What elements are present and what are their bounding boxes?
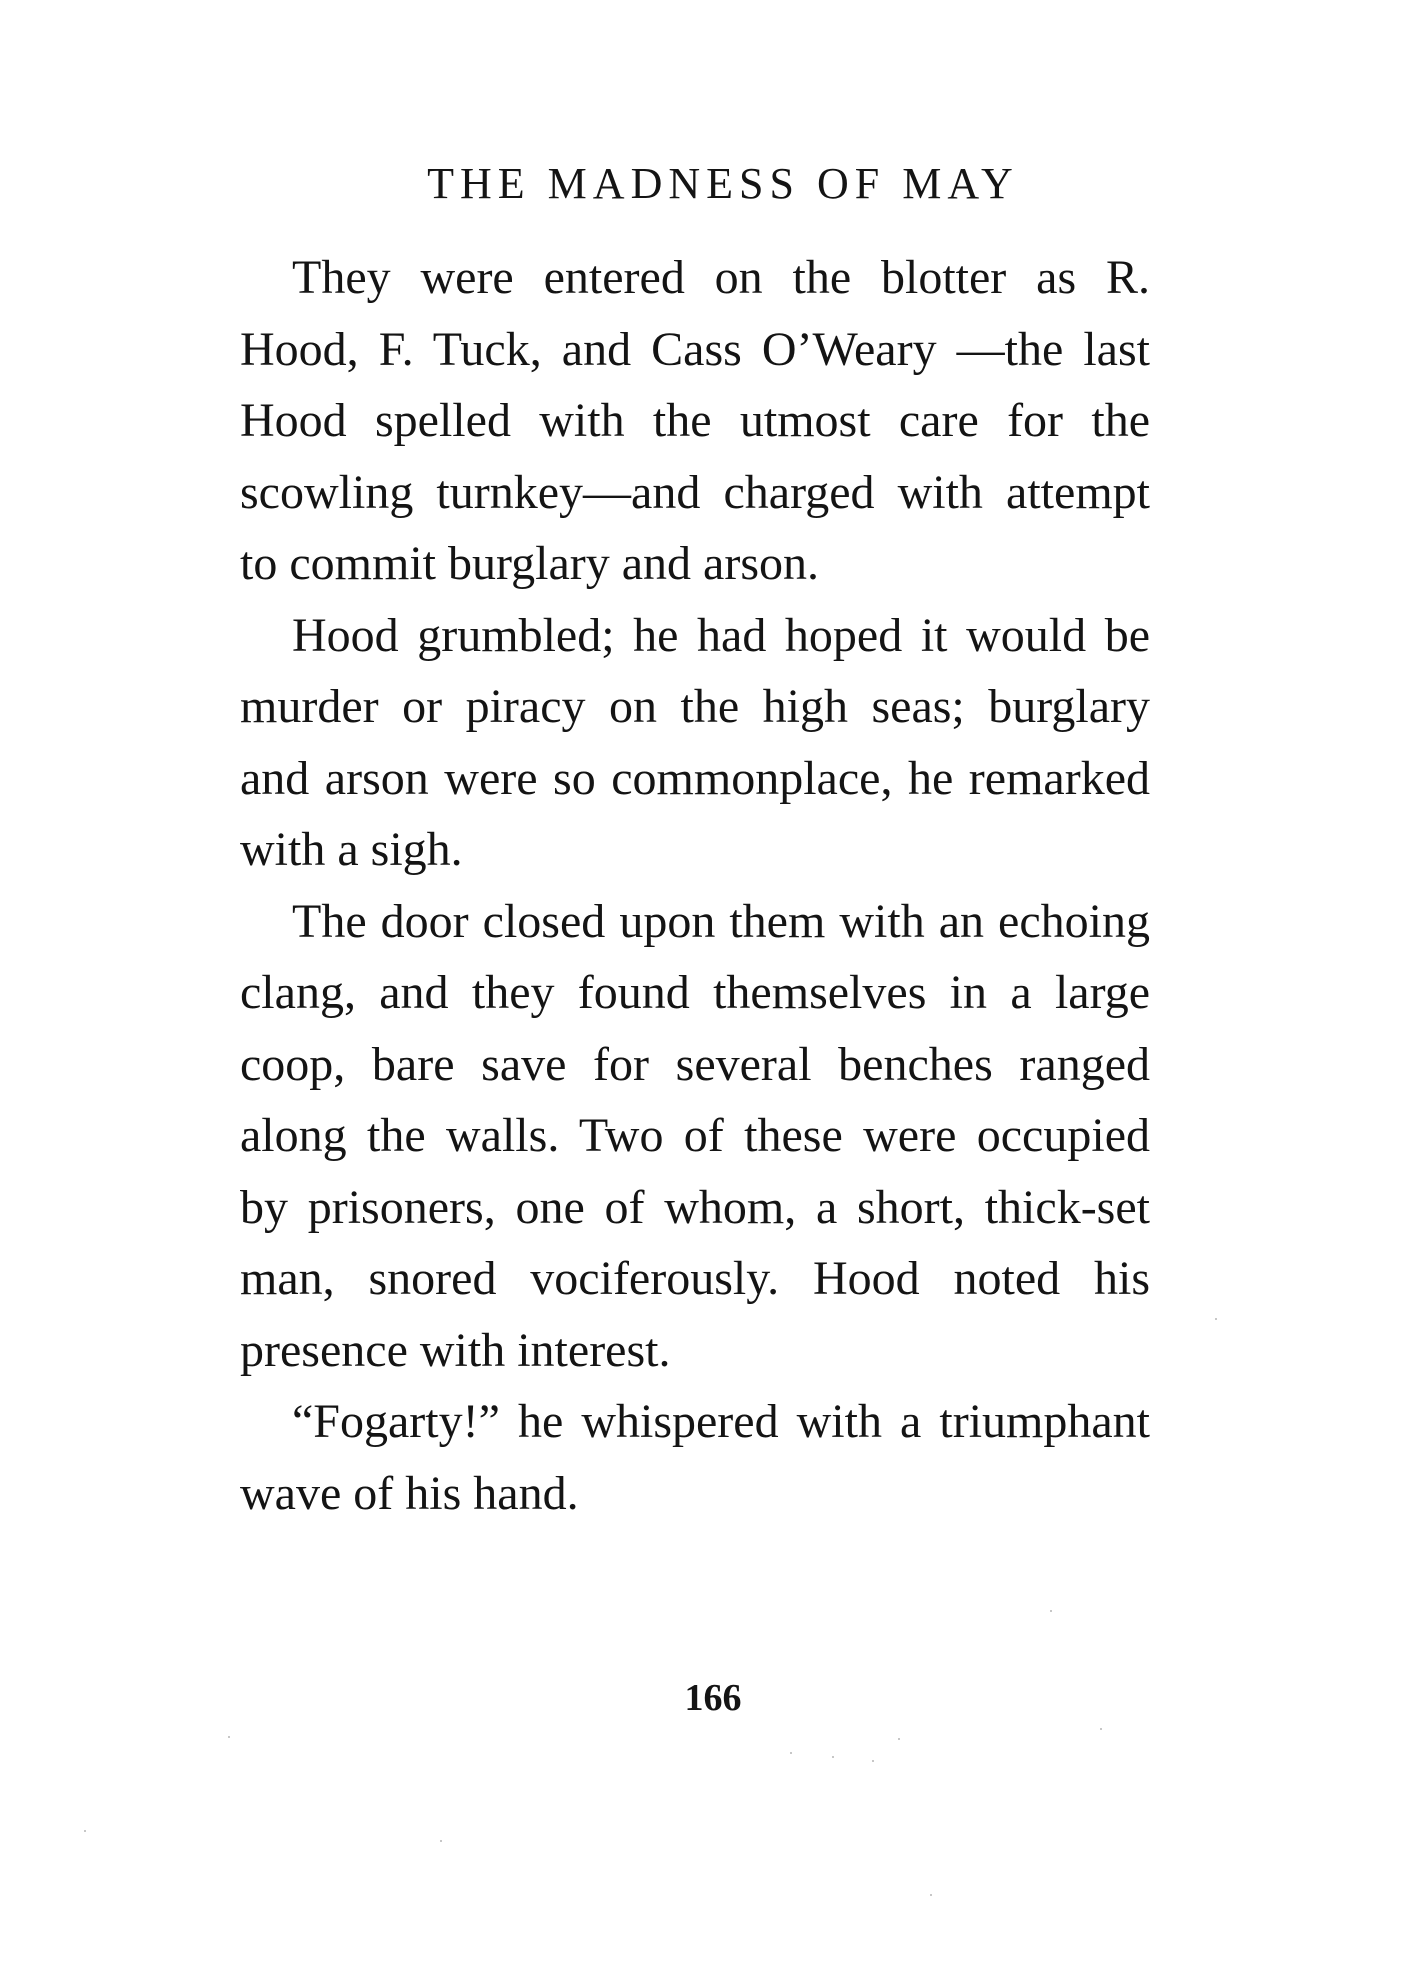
- scan-speck: [898, 1738, 900, 1740]
- paragraph-2: Hood grumbled; he had hoped it would be murder or piracy on the high seas; burglary and arson were so commonplace, he remarked with a sigh.: [240, 608, 1150, 876]
- scan-speck: [440, 1840, 442, 1842]
- scan-speck: [1100, 1728, 1102, 1730]
- scan-speck: [84, 1830, 86, 1832]
- paragraph-1: They were entered on the blotter as R. Hood, F. Tuck, and Cass O’Weary —the last Hood spelled with the utmost care for the scowling turnkey—and charged with attempt to commit burglary and arson.: [240, 251, 1150, 590]
- scan-speck: [228, 1736, 230, 1738]
- scan-speck: [790, 1752, 792, 1754]
- scan-speck: [1215, 1318, 1217, 1320]
- scan-speck: [832, 1756, 834, 1758]
- paragraph-4: “Fogarty!” he whispered with a triumphant wave of his hand.: [240, 1395, 1150, 1520]
- running-head: THE MADNESS OF MAY: [427, 159, 1019, 208]
- page-number: 166: [684, 1677, 742, 1719]
- scan-speck: [930, 1894, 932, 1896]
- paragraph-3: The door closed upon them with an echoing clang, and they found themselves in a large coop, bare save for several benches ranged along the walls. Two of these were occupied by prisoners, one of whom, a short, thick-set man, snored vociferously. Hood noted his presence with interest.: [240, 894, 1150, 1377]
- scan-speck: [1050, 1610, 1052, 1612]
- body-text: [240, 242, 1150, 1529]
- scan-speck: [872, 1760, 874, 1762]
